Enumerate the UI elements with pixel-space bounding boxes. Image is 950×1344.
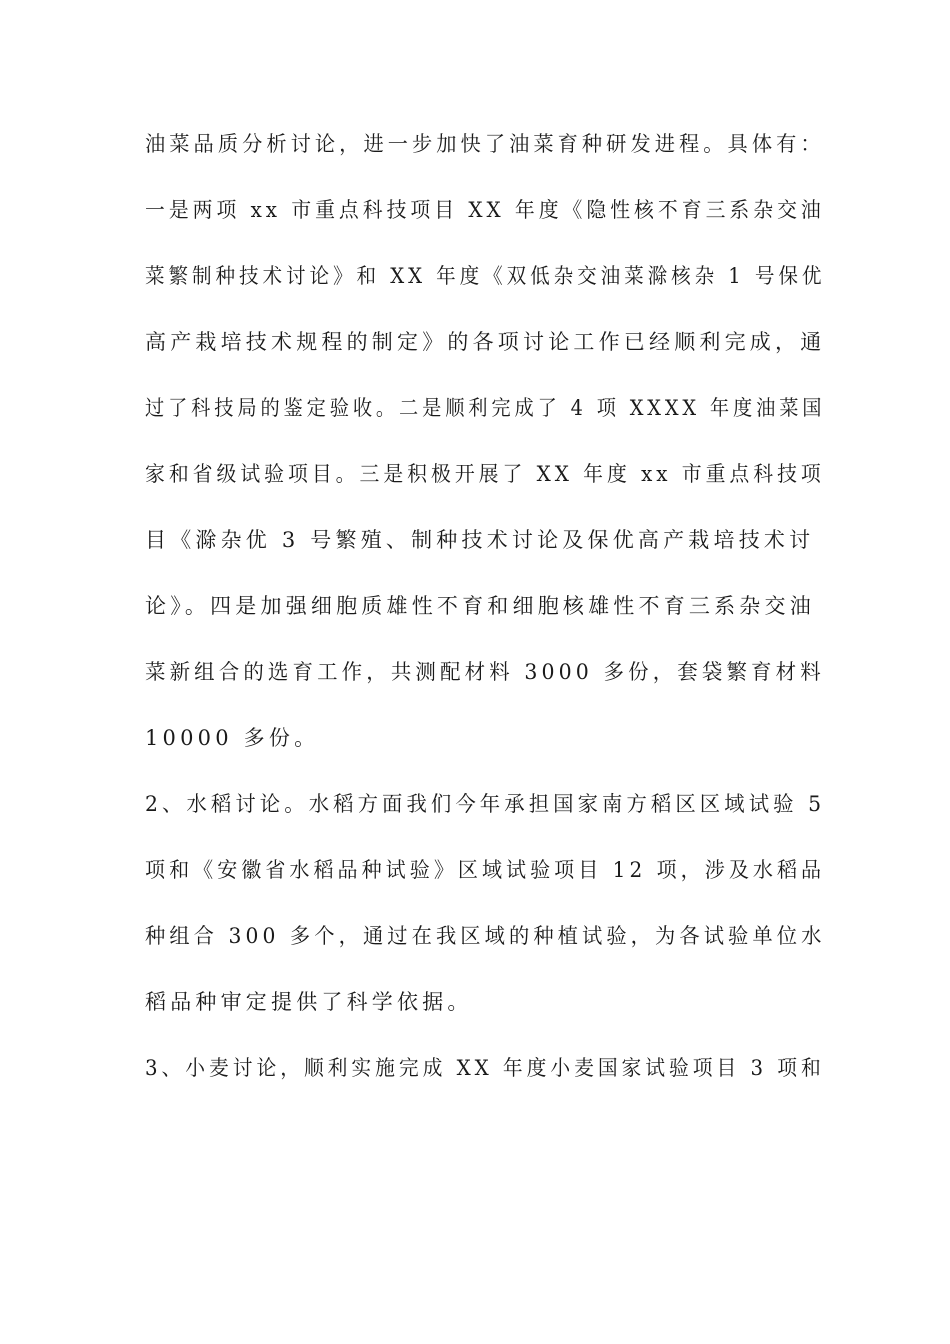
- text-line: 家和省级试验项目。三是积极开展了 XX 年度 xx 市重点科技项: [145, 462, 825, 486]
- text-line: 菜繁制种技术讨论》和 XX 年度《双低杂交油菜滁核杂 1 号保优: [145, 264, 826, 288]
- text-line: 目《滁杂优 3 号繁殖、制种技术讨论及保优高产栽培技术讨: [145, 528, 815, 552]
- text-line: 一是两项 xx 市重点科技项目 XX 年度《隐性核不育三系杂交油: [145, 198, 825, 222]
- text-line: 高产栽培技术规程的制定》的各项讨论工作已经顺利完成，通: [145, 330, 826, 354]
- text-line: 3、小麦讨论，顺利实施完成 XX 年度小麦国家试验项目 3 项和: [145, 1056, 825, 1080]
- text-line: 稻品种审定提供了科学依据。: [145, 990, 473, 1014]
- text-line: 2、水稻讨论。水稻方面我们今年承担国家南方稻区区域试验 5: [145, 792, 826, 816]
- text-line: 菜新组合的选育工作，共测配材料 3000 多份，套袋繁育材料: [145, 660, 825, 684]
- text-line: 油菜品质分析讨论，进一步加快了油菜育种研发进程。具体有：: [145, 132, 825, 156]
- body-text: [145, 124, 826, 1114]
- text-line: 种组合 300 多个，通过在我区域的种植试验，为各试验单位水: [145, 924, 826, 948]
- text-line: 项和《安徽省水稻品种试验》区域试验项目 12 项，涉及水稻品: [145, 858, 826, 882]
- text-line: 10000 多份。: [145, 726, 320, 750]
- text-line: 论》。四是加强细胞质雄性不育和细胞核雄性不育三系杂交油: [145, 594, 815, 618]
- text-line: 过了科技局的鉴定验收。二是顺利完成了 4 项 XXXX 年度油菜国: [145, 396, 826, 420]
